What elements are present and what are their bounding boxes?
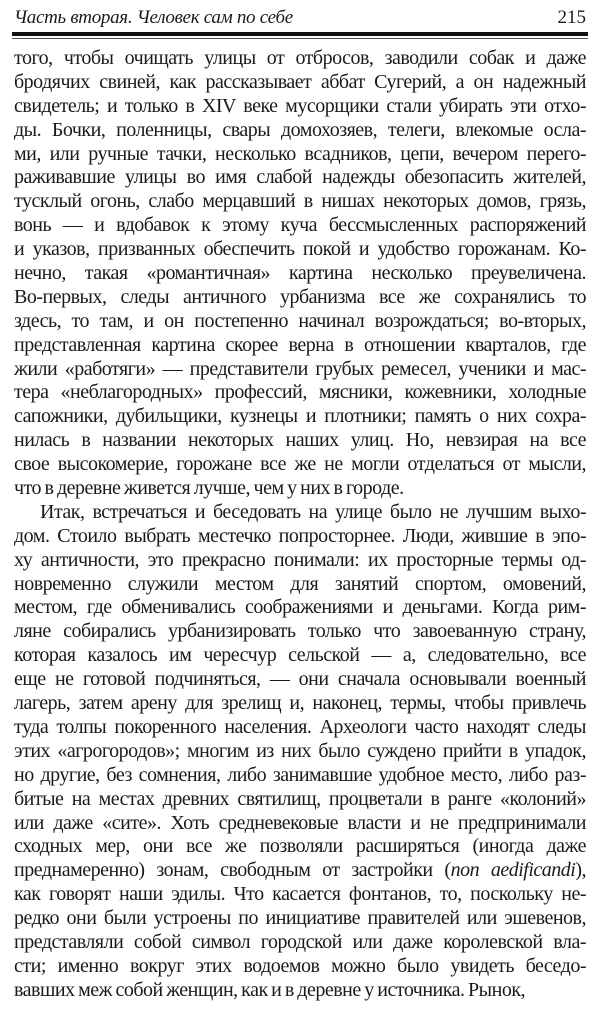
text-line	[14, 764, 586, 788]
line-text: туда толпы покоренного населения. Археологи часто находят следы	[14, 715, 586, 738]
line-text: ды. Бочки, поленницы, свары домохозяев, телеги, влекомые осла-	[14, 118, 586, 141]
line-text: нечно, такая «романтичная» картина несколько преувеличена.	[14, 262, 586, 285]
text-line	[14, 620, 586, 644]
text-line	[14, 979, 586, 1003]
text-line	[14, 405, 586, 429]
line-text: которая казалось им чересчур сельской — а, следовательно, все	[14, 644, 586, 667]
line-text: жили «работяги» — представители грубых ремесел, ученики и мас-	[14, 357, 586, 380]
line-text: и указов, призванных обеспечить покой и удобство горожанам. Ко-	[14, 238, 586, 261]
header-rule-thick	[12, 32, 588, 36]
text-line	[14, 812, 586, 836]
line-text: лагерь, затем арену для зрелищ и, наконец, термы, чтобы привлечь	[14, 692, 586, 715]
line-text: свое высокомерие, горожане все же не могли отделаться от мысли,	[14, 453, 586, 476]
text-line	[14, 668, 586, 692]
text-line	[14, 71, 586, 95]
running-header	[14, 3, 586, 29]
line-text: представленная картина скорее верна в отношении кварталов, где	[14, 333, 586, 356]
text-line	[14, 525, 586, 549]
line-text: Во-первых, следы античного урбанизма все же сохранялись то	[14, 285, 586, 308]
paragraph	[14, 47, 586, 501]
text-line	[14, 262, 586, 286]
text-line	[14, 429, 586, 453]
line-text: вонь — и вдобавок к этому куча бессмысленных распоряжений	[14, 214, 586, 237]
line-text: того, чтобы очищать улицы от отбросов, заводили собак и даже	[14, 47, 586, 69]
line-text: ляне собирались урбанизировать только что завоеванную страну,	[14, 620, 586, 643]
line-text: тусклый огонь, слабо мерцавший в нишах некоторых домов, грязь,	[14, 190, 586, 213]
line-text: сти; именно вокруг этих водоемов можно было увидеть беседо-	[14, 954, 586, 977]
line-text: редко они были устроены по инициативе правителей или эшевенов,	[14, 907, 586, 930]
text-line	[14, 931, 586, 955]
line-text: бродячих свиней, как рассказывает аббат Сугерий, а он надежный	[14, 70, 586, 93]
text-line	[14, 310, 586, 334]
line-text: местом, где обменивались соображениями и деньгами. Когда рим-	[14, 596, 586, 619]
text-line	[14, 238, 586, 262]
line-text: что в деревне живется лучше, чем у них в городе.	[14, 477, 404, 500]
line-text: представляли собой символ городской или даже королевской вла-	[14, 930, 586, 953]
line-text: дом. Стоило выбрать местечко попросторнее. Люди, жившие в эпо-	[14, 524, 586, 547]
text-line	[14, 477, 586, 501]
page-number: 215	[557, 7, 586, 28]
text-line	[14, 716, 586, 740]
text-line	[14, 740, 586, 764]
line-text: раживавшие улицы во имя слабой надежды обезопасить жителей,	[14, 166, 586, 189]
running-title: Часть вторая. Человек сам по себе	[14, 7, 293, 28]
text-line	[14, 501, 586, 525]
line-text: Итак, встречаться и беседовать на улице было не лучшим выхо-	[40, 500, 586, 523]
text-line	[14, 358, 586, 382]
line-text: здесь, то там, и он постепенно начинал возрождаться; во-вторых,	[14, 309, 586, 332]
text-line	[14, 644, 586, 668]
line-text: вавших меж собой женщин, как и в деревне у источника. Рынок,	[14, 978, 526, 1001]
text-line	[14, 286, 586, 310]
text-line	[14, 549, 586, 573]
line-text: ми, или ручные тачки, несколько всадников, цепи, вечером перего-	[14, 142, 586, 165]
line-text: сапожники, дубильщики, кузнецы и плотники; память о них сохра-	[14, 405, 586, 428]
line-text: битые на местах древних святилищ, процветали в ранге «колоний»	[14, 787, 586, 810]
text-line	[14, 190, 586, 214]
line-text: еще не готовой подчиняться, — они сначала основывали военный	[14, 668, 586, 691]
line-text: ),	[575, 859, 586, 882]
text-line	[14, 214, 586, 238]
text-line	[14, 453, 586, 477]
line-text: или даже «сите». Хоть средневековые власти и не предпринимали	[14, 811, 586, 834]
header-rule-thin	[12, 38, 588, 39]
text-line	[14, 143, 586, 167]
text-line	[14, 788, 586, 812]
line-text: нилась в названии некоторых наших улиц. Но, невзирая на все	[14, 429, 586, 452]
text-line	[14, 47, 586, 71]
text-line	[14, 907, 586, 931]
text-line	[14, 859, 586, 883]
text-line	[14, 835, 586, 859]
latin-term: non aedificandi	[450, 859, 576, 882]
text-line	[14, 955, 586, 979]
line-text: ху античности, это прекрасно понимали: их просторные термы од-	[14, 548, 586, 571]
text-line	[14, 119, 586, 143]
text-line	[14, 334, 586, 358]
line-text: тера «неблагородных» профессий, мясники, кожевники, холодные	[14, 381, 586, 404]
body-text	[14, 47, 586, 1003]
line-text: преднамеренно) зонам, свободным от застройки (	[14, 859, 451, 882]
line-text: как говорят наши эдилы. Что касается фонтанов, то, поскольку не-	[14, 883, 586, 906]
text-line	[14, 692, 586, 716]
line-text: этих «агрогородов»; многим из них было суждено прийти в упадок,	[14, 739, 586, 762]
text-line	[14, 166, 586, 190]
line-text: свидетель; и только в XIV веке мусорщики стали убирать эти отхо-	[14, 94, 586, 117]
line-text: сходных мер, они все же позволяли расширяться (иногда даже	[14, 835, 586, 858]
text-line	[14, 596, 586, 620]
line-text: но другие, без сомнения, либо занимавшие удобное место, либо раз-	[14, 763, 586, 786]
text-line	[14, 381, 586, 405]
text-line	[14, 883, 586, 907]
text-line	[14, 573, 586, 597]
paragraph	[14, 501, 586, 1003]
text-line	[14, 95, 586, 119]
line-text: новременно служили местом для занятий спортом, омовений,	[14, 572, 586, 595]
